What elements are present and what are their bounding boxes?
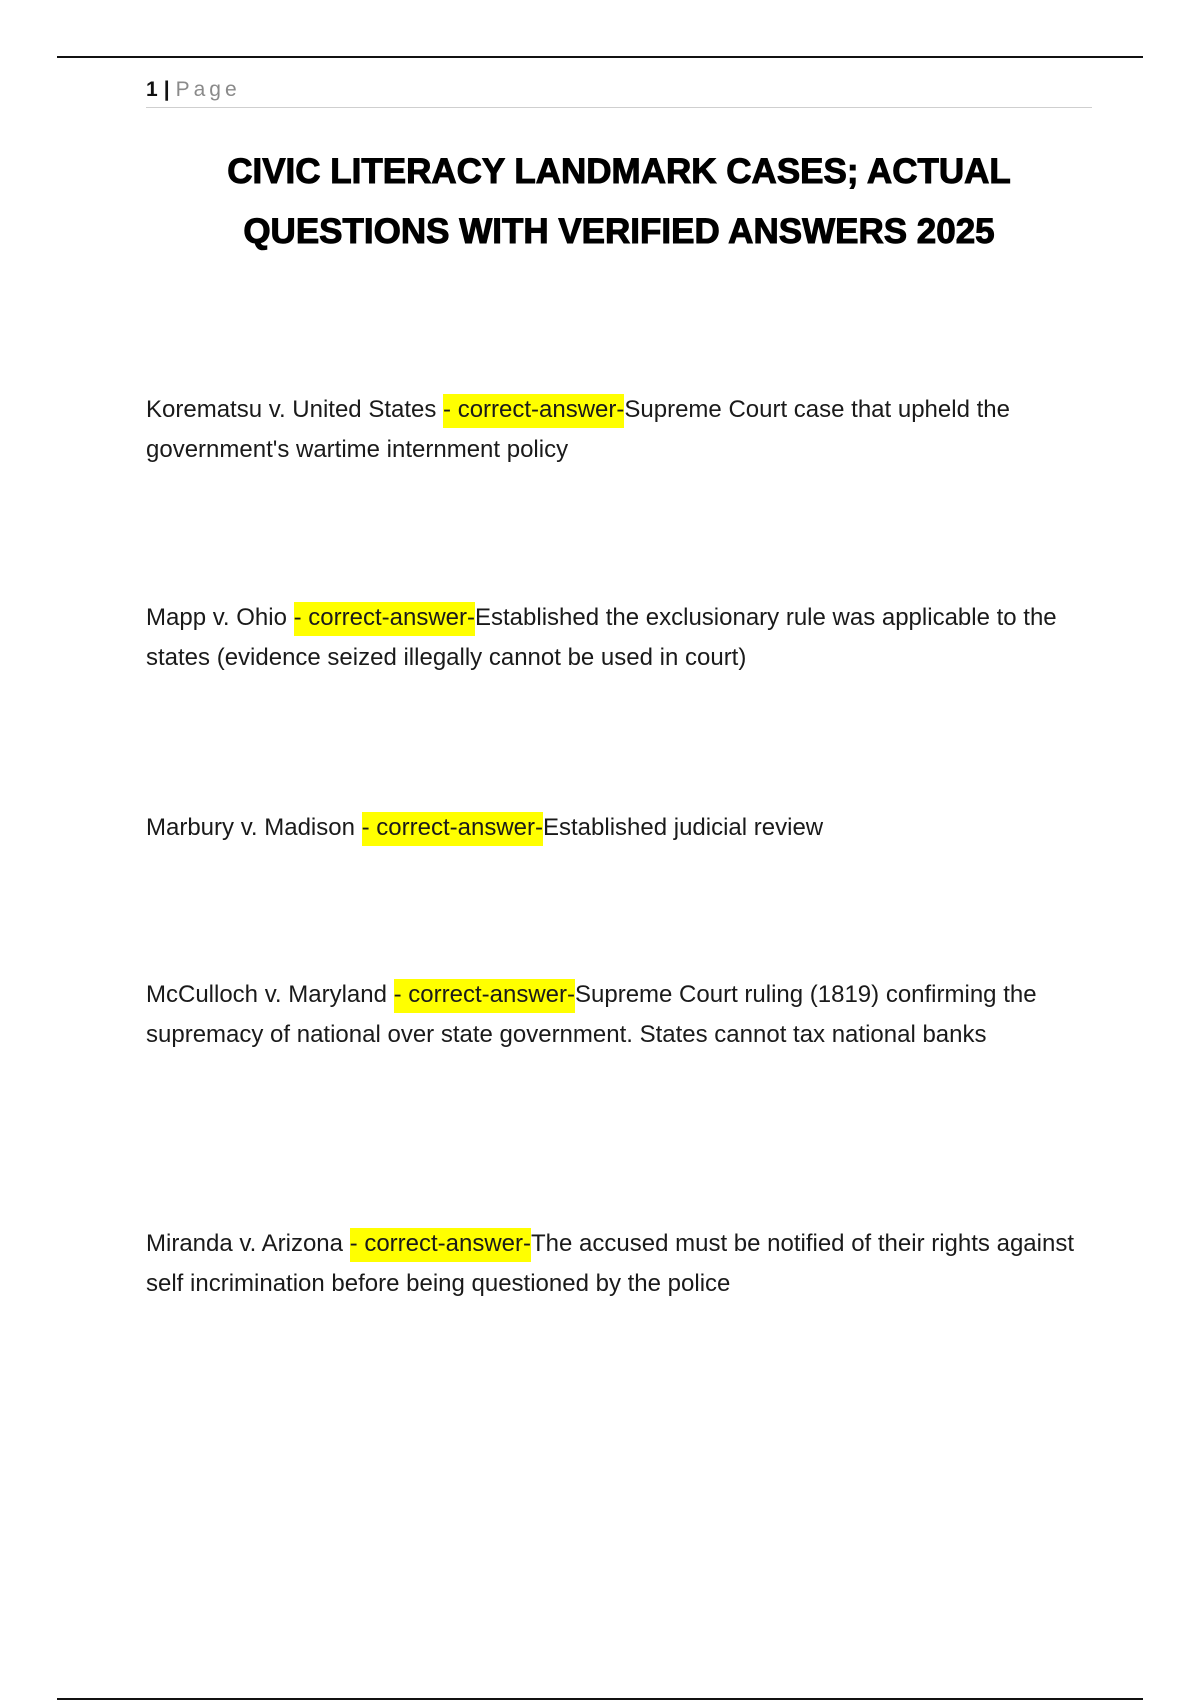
qa-item-marbury: [146, 808, 1096, 848]
question-text: Korematsu v. United States: [146, 396, 444, 423]
question-text: Mapp v. Ohio: [146, 604, 294, 631]
page-label: Page: [175, 78, 241, 101]
answer-text: Established judicial review: [542, 814, 824, 841]
question-text: Miranda v. Arizona: [146, 1230, 350, 1257]
question-text: McCulloch v. Maryland: [146, 981, 394, 1008]
correct-answer-marker: - correct-answer-: [294, 602, 475, 636]
page-number: 1: [146, 78, 158, 101]
qa-item-korematsu: [146, 390, 1096, 470]
document-title: CIVIC LITERACY LANDMARK CASES; ACTUAL QUESTIONS WITH VERIFIED ANSWERS 2025: [227, 152, 1011, 251]
correct-answer-marker: - correct-answer-: [350, 1228, 531, 1262]
correct-answer-marker: - correct-answer-: [443, 394, 624, 428]
answer-text: Supreme Court ruling (1819) confirming the supremacy of national over state government. States cannot tax national banks: [146, 981, 1037, 1048]
correct-answer-marker: - correct-answer-: [394, 979, 575, 1013]
page-separator: |: [163, 78, 170, 101]
question-text: Marbury v. Madison: [146, 814, 362, 841]
qa-item-miranda: [146, 1224, 1096, 1304]
answer-text: The accused must be notified of their rights against self incrimination before being questioned by the police: [146, 1230, 1074, 1297]
answer-text: Supreme Court case that upheld the government's wartime internment policy: [146, 396, 1010, 463]
answer-text: Established the exclusionary rule was applicable to the states (evidence seized illegally cannot be used in court): [146, 604, 1057, 671]
qa-item-mcculloch: [146, 975, 1096, 1055]
page-header: [146, 75, 1092, 108]
top-rule: [57, 56, 1143, 58]
correct-answer-marker: - correct-answer-: [362, 812, 543, 846]
qa-item-mapp: [146, 598, 1096, 678]
